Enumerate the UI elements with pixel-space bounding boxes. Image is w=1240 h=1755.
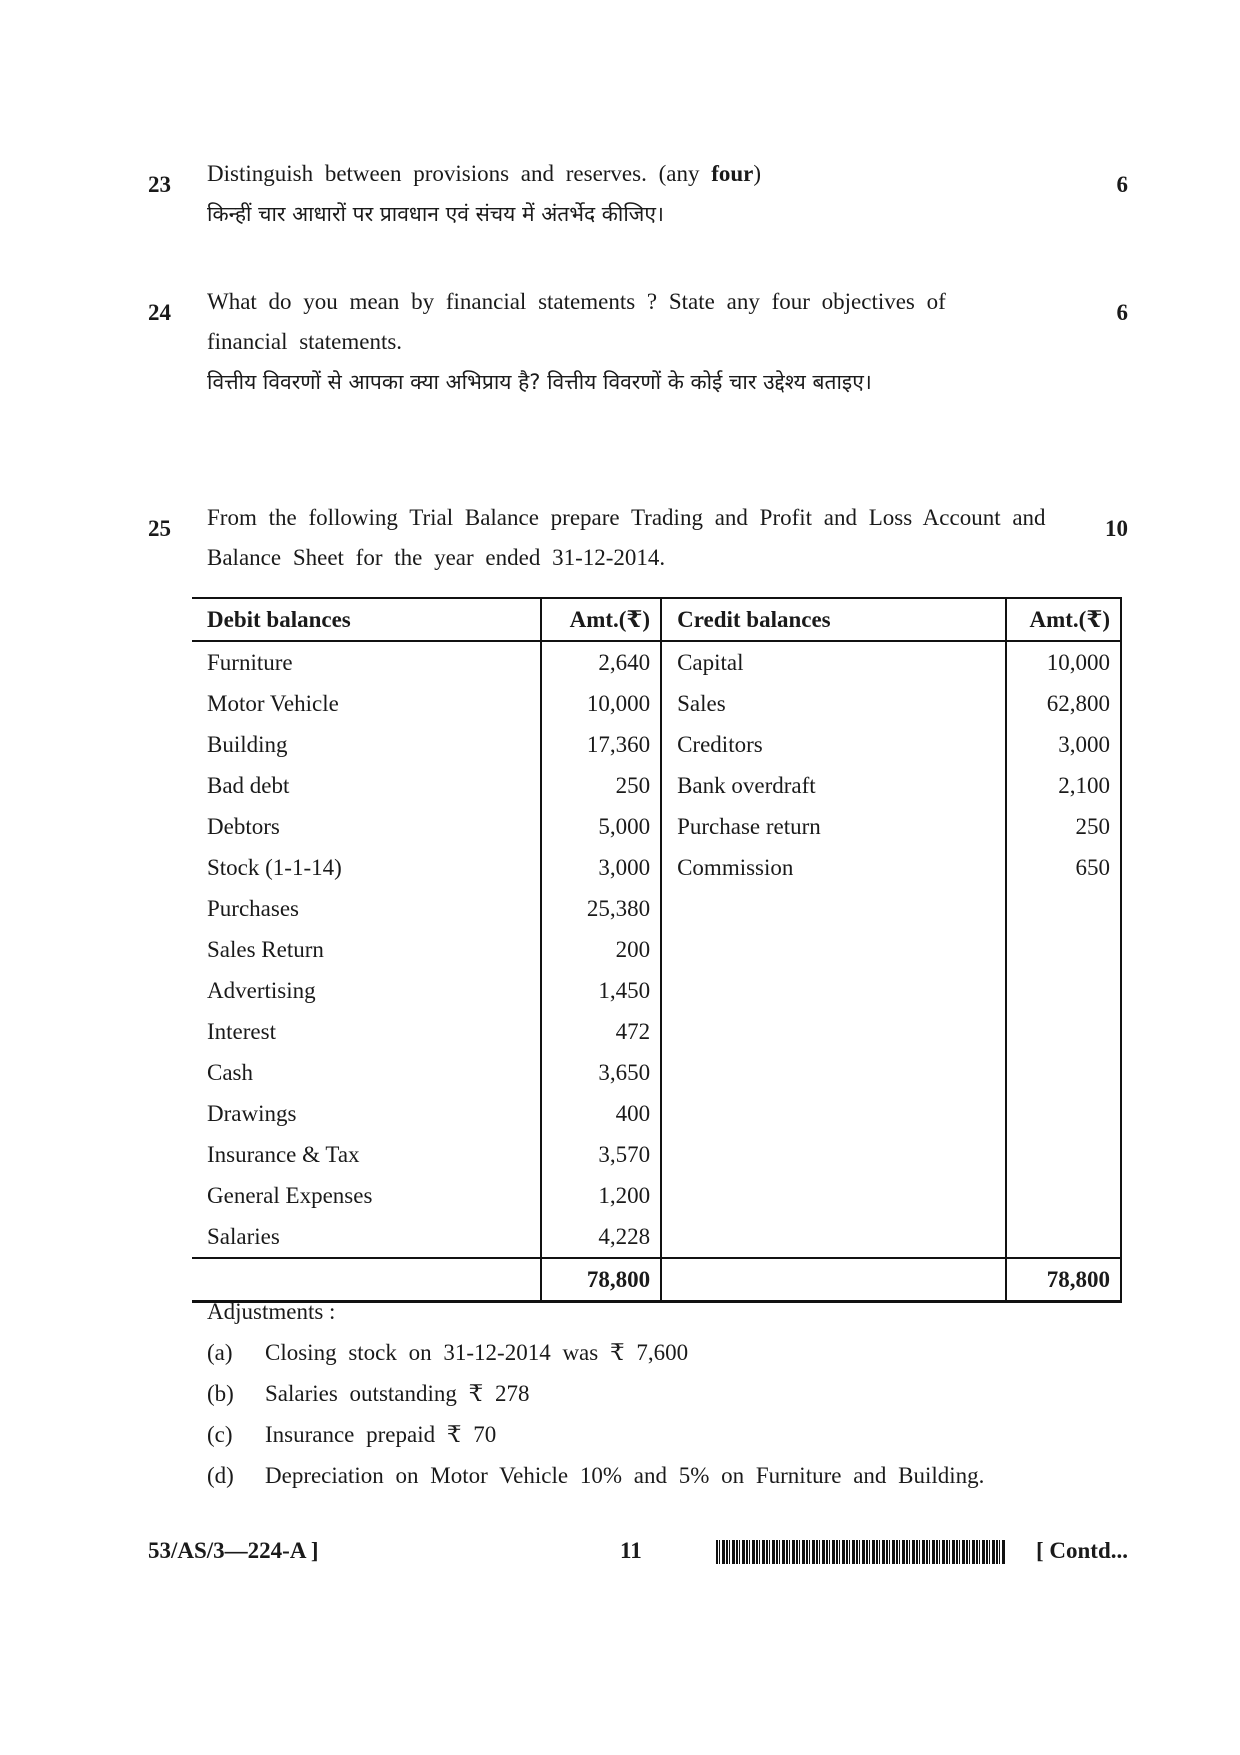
- debit-item: Furniture: [207, 649, 293, 675]
- table-row: [192, 641, 1121, 683]
- table-row: [192, 888, 1121, 929]
- question-text-bold: four: [711, 161, 754, 186]
- adjustment-text: Closing stock on 31-12-2014 was ₹ 7,600: [265, 1340, 689, 1365]
- adjustment-letter: (c): [207, 1422, 233, 1447]
- adjustment-text: Salaries outstanding ₹ 278: [265, 1381, 530, 1406]
- adjustments-list: [207, 1332, 1107, 1496]
- paper-code: 53/AS/3—224-A ]: [148, 1538, 319, 1563]
- debit-amount: 250: [541, 765, 661, 806]
- debit-item: Advertising: [207, 977, 316, 1003]
- debit-amount: 3,000: [541, 847, 661, 888]
- debit-item: Motor Vehicle: [207, 690, 339, 716]
- adjustment-item: [207, 1455, 1107, 1496]
- debit-item: Stock (1-1-14): [207, 854, 342, 880]
- question-marks: 6: [1116, 172, 1128, 197]
- credit-item: Sales: [661, 683, 1006, 724]
- table-row: [192, 1134, 1121, 1175]
- question-body: [207, 154, 1027, 234]
- page-footer: [148, 1538, 1128, 1568]
- adjustment-letter: (a): [207, 1340, 233, 1365]
- credit-amount: [1006, 1052, 1121, 1093]
- table-row: [192, 765, 1121, 806]
- total-debit: 78,800: [541, 1258, 661, 1302]
- table-row: [192, 1052, 1121, 1093]
- credit-item: Purchase return: [661, 806, 1006, 847]
- debit-amount: 1,450: [541, 970, 661, 1011]
- header-debit-amount: Amt.(₹): [541, 598, 661, 641]
- barcode: [716, 1540, 1006, 1564]
- debit-amount: 25,380: [541, 888, 661, 929]
- debit-item: Bad debt: [207, 772, 290, 798]
- credit-amount: [1006, 1134, 1121, 1175]
- adjustment-text: Insurance prepaid ₹ 70: [265, 1422, 497, 1447]
- table-row: [192, 683, 1121, 724]
- credit-amount: [1006, 888, 1121, 929]
- trial-balance-table: [192, 597, 1122, 1303]
- adjustment-letter: (b): [207, 1381, 234, 1406]
- debit-amount: 17,360: [541, 724, 661, 765]
- debit-item: Building: [207, 731, 288, 757]
- debit-amount: 5,000: [541, 806, 661, 847]
- question-text-hi: किन्हीं चार आधारों पर प्रावधान एवं संचय में अंतर्भेद कीजिए।: [207, 202, 664, 226]
- question-marks: 10: [1105, 516, 1128, 541]
- adjustment-letter: (d): [207, 1463, 234, 1488]
- question-body: [207, 498, 1047, 578]
- debit-amount: 200: [541, 929, 661, 970]
- table-row: [192, 1011, 1121, 1052]
- header-credit-balances: Credit balances: [661, 598, 1006, 641]
- question-text-en: What do you mean by financial statements ? State any four objectives of financial statements.: [207, 289, 946, 354]
- debit-amount: 1,200: [541, 1175, 661, 1216]
- question-text-en: From the following Trial Balance prepare Trading and Profit and Loss Account and Balance Sheet for the year ended 31-12-2014.: [207, 505, 1046, 570]
- adjustment-item: [207, 1373, 1107, 1414]
- credit-item: [661, 1134, 1006, 1175]
- question-number: 24: [148, 300, 171, 325]
- credit-item: [661, 1175, 1006, 1216]
- credit-item: Bank overdraft: [661, 765, 1006, 806]
- question-text-part: Distinguish between provisions and reserves. (any: [207, 161, 712, 186]
- table-row: [192, 724, 1121, 765]
- credit-item: [661, 1216, 1006, 1258]
- adjustments: [207, 1291, 1107, 1496]
- question-number: 25: [148, 516, 171, 541]
- credit-item: Creditors: [661, 724, 1006, 765]
- credit-amount: [1006, 929, 1121, 970]
- credit-item: [661, 929, 1006, 970]
- question-number: 23: [148, 172, 171, 197]
- question-body: [207, 282, 1027, 402]
- credit-item: [661, 888, 1006, 929]
- debit-item: Insurance & Tax: [207, 1141, 360, 1167]
- debit-amount: 10,000: [541, 683, 661, 724]
- table-row: [192, 929, 1121, 970]
- debit-item: Salaries: [207, 1223, 280, 1249]
- header-debit-balances: Debit balances: [192, 598, 541, 641]
- table-row: [192, 847, 1121, 888]
- adjustment-item: [207, 1414, 1107, 1455]
- credit-item: [661, 970, 1006, 1011]
- adjustments-title: Adjustments :: [207, 1299, 336, 1324]
- credit-amount: [1006, 1093, 1121, 1134]
- total-credit: 78,800: [1006, 1258, 1121, 1302]
- debit-amount: 3,650: [541, 1052, 661, 1093]
- header-credit-amount: Amt.(₹): [1006, 598, 1121, 641]
- debit-item: Cash: [207, 1059, 253, 1085]
- debit-amount: 472: [541, 1011, 661, 1052]
- credit-amount: [1006, 1216, 1121, 1258]
- question-text-part: ): [753, 161, 762, 186]
- debit-item: Drawings: [207, 1100, 297, 1126]
- credit-item: Capital: [661, 641, 1006, 683]
- continued-label: [ Contd...: [1035, 1538, 1128, 1563]
- credit-amount: 650: [1006, 847, 1121, 888]
- credit-amount: [1006, 1011, 1121, 1052]
- credit-amount: 62,800: [1006, 683, 1121, 724]
- question-text-hi: वित्तीय विवरणों से आपका क्या अभिप्राय है? वित्तीय विवरणों के कोई चार उद्देश्य बताइए।: [207, 370, 872, 394]
- debit-amount: 2,640: [541, 641, 661, 683]
- credit-amount: [1006, 1175, 1121, 1216]
- credit-amount: 3,000: [1006, 724, 1121, 765]
- credit-amount: 250: [1006, 806, 1121, 847]
- debit-item: Purchases: [207, 895, 299, 921]
- table-row: [192, 806, 1121, 847]
- debit-item: General Expenses: [207, 1182, 373, 1208]
- debit-amount: 4,228: [541, 1216, 661, 1258]
- table-header-row: [192, 598, 1121, 641]
- question-marks: 6: [1116, 300, 1128, 325]
- table-row: [192, 1175, 1121, 1216]
- credit-item: [661, 1052, 1006, 1093]
- credit-item: Commission: [661, 847, 1006, 888]
- credit-amount: 10,000: [1006, 641, 1121, 683]
- adjustment-text: Depreciation on Motor Vehicle 10% and 5% on Furniture and Building.: [265, 1463, 985, 1488]
- debit-amount: 3,570: [541, 1134, 661, 1175]
- table-row: [192, 1216, 1121, 1258]
- debit-amount: 400: [541, 1093, 661, 1134]
- credit-amount: 2,100: [1006, 765, 1121, 806]
- table-row: [192, 970, 1121, 1011]
- table-row: [192, 1093, 1121, 1134]
- adjustment-item: [207, 1332, 1107, 1373]
- credit-item: [661, 1093, 1006, 1134]
- debit-item: Sales Return: [207, 936, 324, 962]
- page-number: 11: [620, 1538, 642, 1563]
- credit-item: [661, 1011, 1006, 1052]
- debit-item: Interest: [207, 1018, 276, 1044]
- debit-item: Debtors: [207, 813, 280, 839]
- question-text-en: [207, 154, 1027, 194]
- credit-amount: [1006, 970, 1121, 1011]
